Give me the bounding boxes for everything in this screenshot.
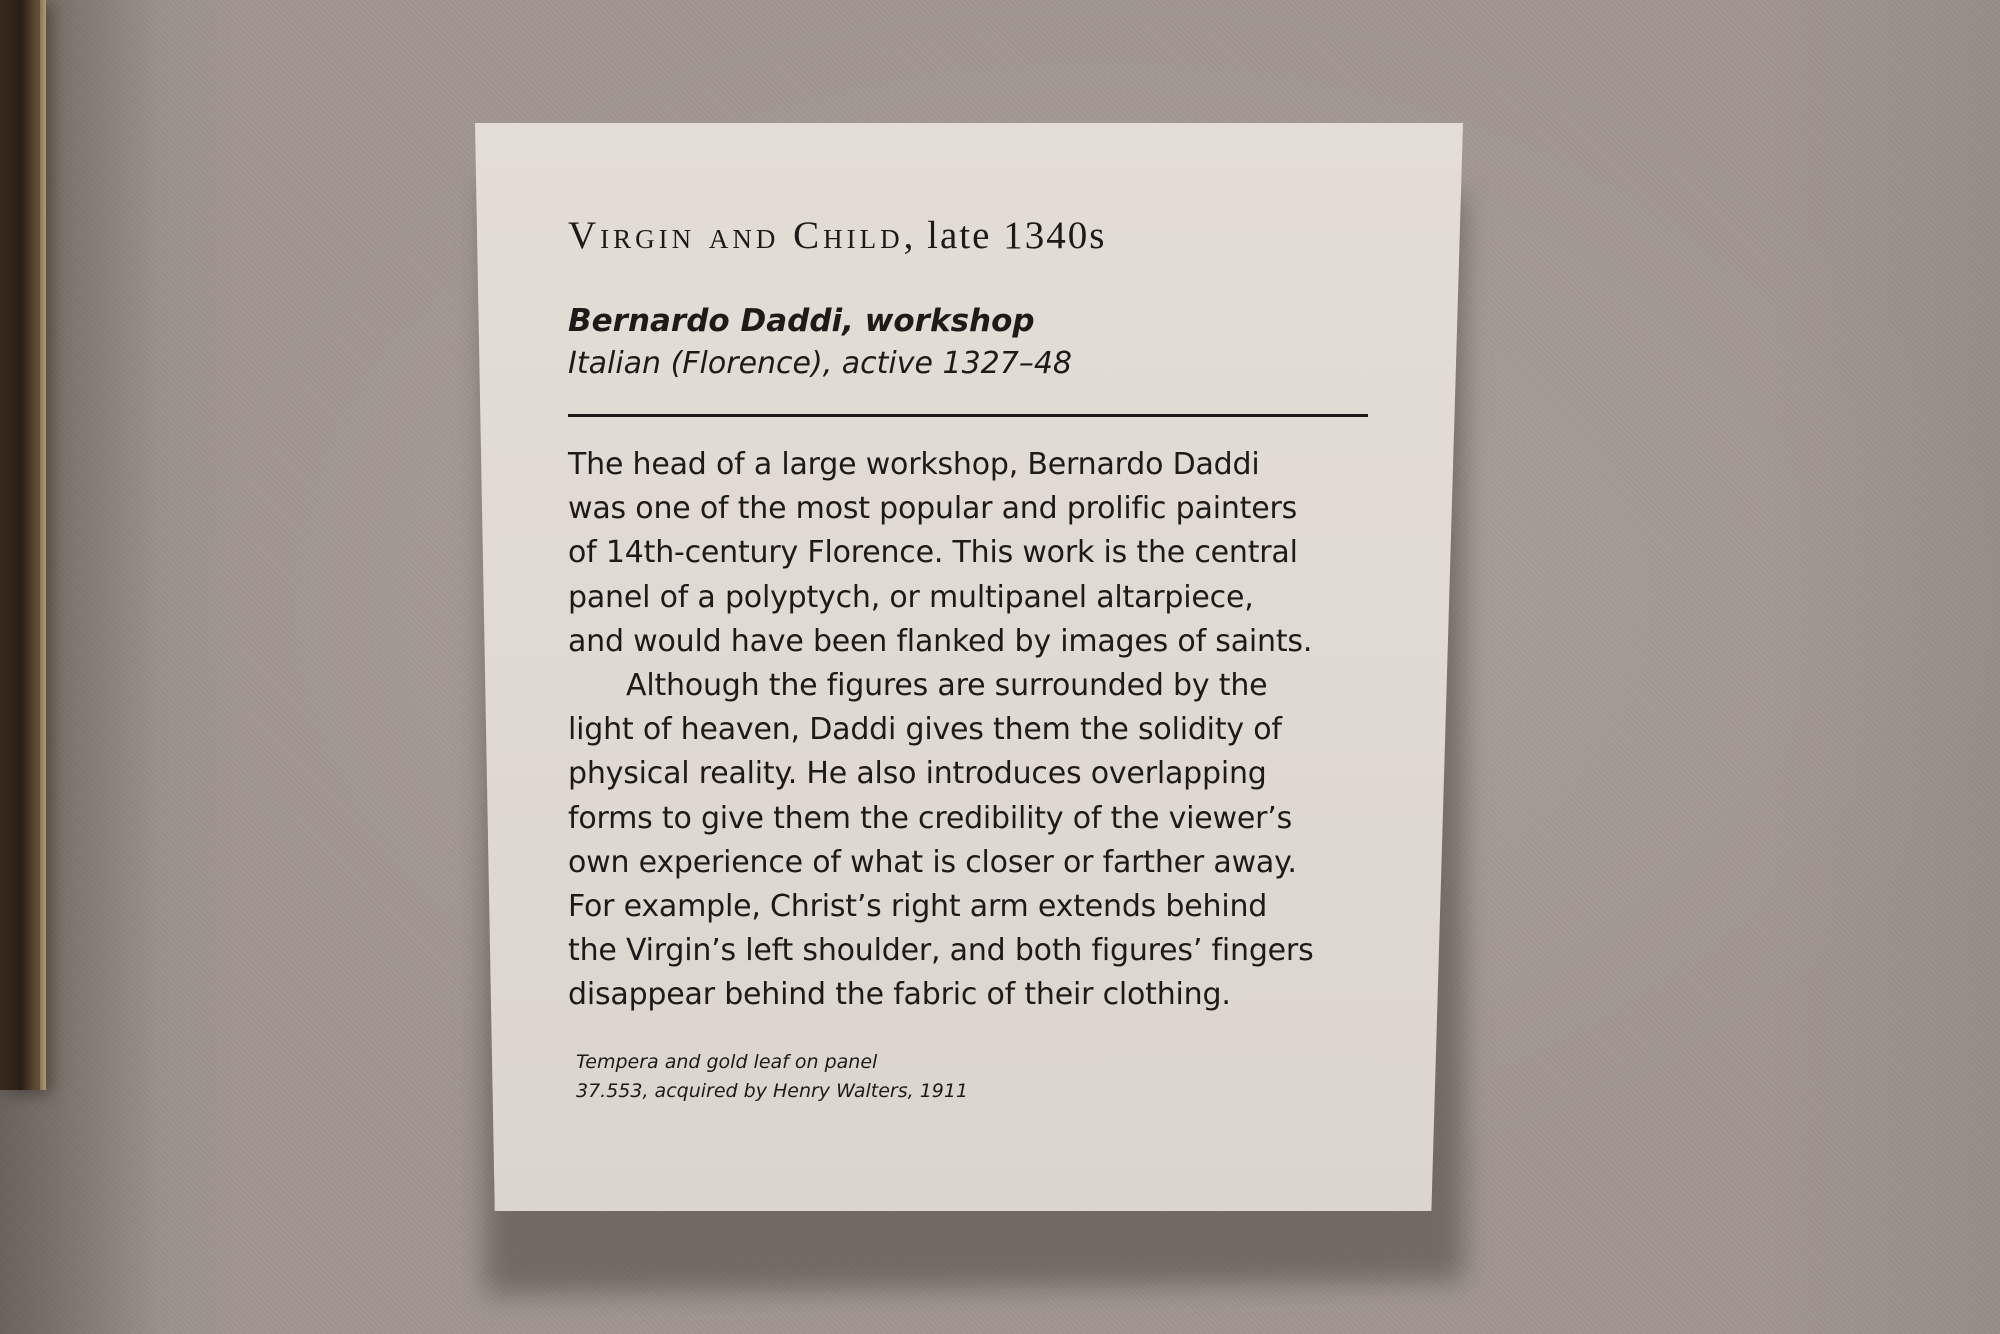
accession-text: 37.553, acquired by Henry Walters, 1911 — [576, 1079, 969, 1102]
description-line: physical reality. He also introduces overlapping — [568, 756, 1267, 792]
label-content — [568, 210, 1368, 1106]
description-line: forms to give them the credibility of the viewer’s — [568, 800, 1293, 836]
description-line: and would have been flanked by images of saints. — [568, 623, 1313, 659]
description-line: The head of a large workshop, Bernardo Daddi — [568, 447, 1260, 482]
divider-rule — [568, 414, 1368, 417]
description-line: own experience of what is closer or farther away. — [568, 844, 1297, 880]
artwork-date: , late 1340s — [903, 214, 1107, 257]
description-line: Although the figures are surrounded by the — [626, 668, 1268, 704]
description-line: of 14th-century Florence. This work is the central — [568, 535, 1298, 571]
description-line: panel of a polyptych, or multipanel altarpiece, — [568, 579, 1254, 615]
label-description — [568, 443, 1368, 1018]
description-line: the Virgin’s left shoulder, and both figures’ fingers — [568, 933, 1314, 969]
artwork-title — [568, 210, 1368, 262]
description-line: was one of the most popular and prolific painters — [568, 491, 1298, 527]
painting-frame-edge — [0, 0, 46, 1090]
credit-line — [568, 1048, 1368, 1106]
description-line: For example, Christ’s right arm extends behind — [568, 889, 1268, 925]
description-line: disappear behind the fabric of their clothing. — [568, 977, 1231, 1013]
artist-nationality: Italian (Florence), active 1327–48 — [568, 346, 1073, 381]
description-line: light of heaven, Daddi gives them the solidity of — [568, 712, 1282, 748]
artist-name: Bernardo Daddi, workshop — [568, 303, 1035, 339]
medium-text: Tempera and gold leaf on panel — [576, 1050, 878, 1073]
artwork-title-main: Virgin and Child — [568, 214, 904, 257]
